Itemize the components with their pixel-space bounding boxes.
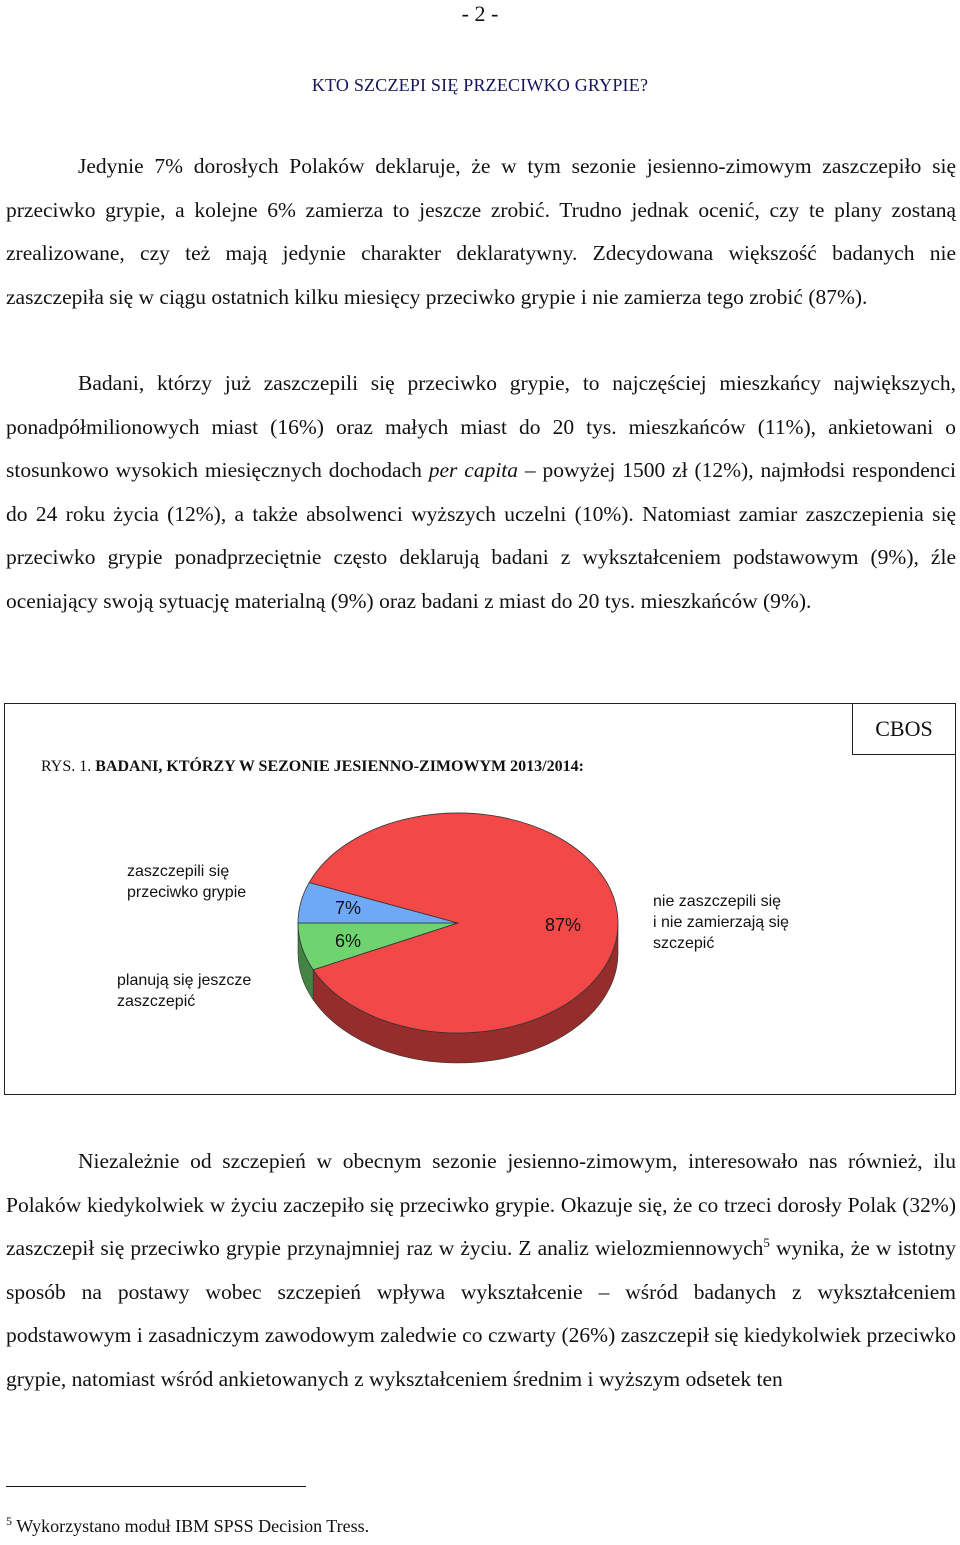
page-number: - 2 - — [461, 1, 499, 26]
paragraph-2-text-a: Badani, którzy już zaszczepili się przeciwko grypie, to najczęściej mieszkańcy największych, ponadpółmilionowych miast (16%) oraz małych miast do 20 tys. mieszkańców (11%), ankietowani o stosunkowo wysokich miesięcznych dochodach — [6, 371, 956, 483]
legend-label-planuja: planują się jeszcze zaszczepić — [117, 972, 252, 1010]
pie-chart — [5, 704, 957, 1096]
footnote — [6, 1516, 369, 1537]
figure-title-text: BADANI, KTÓRZY W SEZONIE JESIENNO-ZIMOWYM 2013/2014: — [95, 758, 584, 775]
paragraph-2-italic: per capita — [428, 458, 519, 483]
section-heading: KTO SZCZEPI SIĘ PRZECIWKO GRYPIE? — [311, 75, 649, 95]
legend-label-nie-zaszczepili: nie zaszczepili się i nie zamierzają się szczepić — [653, 893, 790, 952]
footnote-text: Wykorzystano moduł IBM SPSS Decision Tress. — [16, 1516, 370, 1536]
paragraph-3 — [6, 1140, 956, 1402]
paragraph-3-text-a: Niezależnie od szczepień w obecnym sezonie jesienno-zimowym, interesowało nas również, ilu Polaków kiedykolwiek w życiu zaczepiło się przeciwko grypie. Okazuje się, że co trzeci dorosły Polak (32%) zaszczepił się przeciwko grypie przynajmniej raz w życiu. Z analiz wielozmiennowych — [6, 1149, 956, 1261]
footnote-rule — [6, 1486, 306, 1487]
legend-label-zaszczepili: zaszczepili się przeciwko grypie — [127, 863, 247, 901]
figure-label: RYS. 1. — [41, 758, 92, 775]
paragraph-2-text-b: – powyżej 1500 zł (12%), najmłodsi respondenci do 24 roku życia (12%), a także absolwenci wyższych uczelni (10%). Natomiast zamiar zaszczepienia się przeciwko grypie ponadprzeciętnie często deklarują badani z wykształceniem podstawowym (9%), źle oceniający swoją sytuację materialną (9%) oraz badani z miast do 20 tys. mieszkańców (9%). — [6, 458, 956, 613]
data-label-1: 7% — [335, 898, 362, 918]
paragraph-3-text-b: wynika, że w istotny sposób na postawy wobec szczepień wpływa wykształcenie – wśród badanych z wykształceniem podstawowym i zasadniczym zawodowym zaledwie co czwarty (26%) zaszczepił się kiedykolwiek przeciwko grypie, natomiast wśród ankietowanych z wykształceniem średnim i wyższym odsetek ten — [6, 1236, 956, 1391]
figure-box — [4, 703, 956, 1095]
footnote-mark: 5 — [6, 1514, 12, 1528]
paragraph-2 — [6, 362, 956, 624]
cbos-badge: CBOS — [852, 703, 956, 755]
paragraph-1-text: Jedynie 7% dorosłych Polaków deklaruje, że w tym sezonie jesienno-zimowym zaszczepiło się przeciwko grypie, a kolejne 6% zamierza to jeszcze zrobić. Trudno jednak ocenić, czy te plany zostaną zrealizowane, czy też mają jedynie charakter deklaratywny. Zdecydowana większość badanych nie zaszczepiła się w ciągu ostatnich kilku miesięcy przeciwko grypie i nie zamierza tego zrobić (87%). — [6, 154, 956, 309]
data-label-2: 6% — [335, 931, 362, 951]
paragraph-1 — [6, 145, 956, 319]
footnote-ref: 5 — [763, 1235, 770, 1251]
data-label-3: 87% — [545, 915, 582, 935]
